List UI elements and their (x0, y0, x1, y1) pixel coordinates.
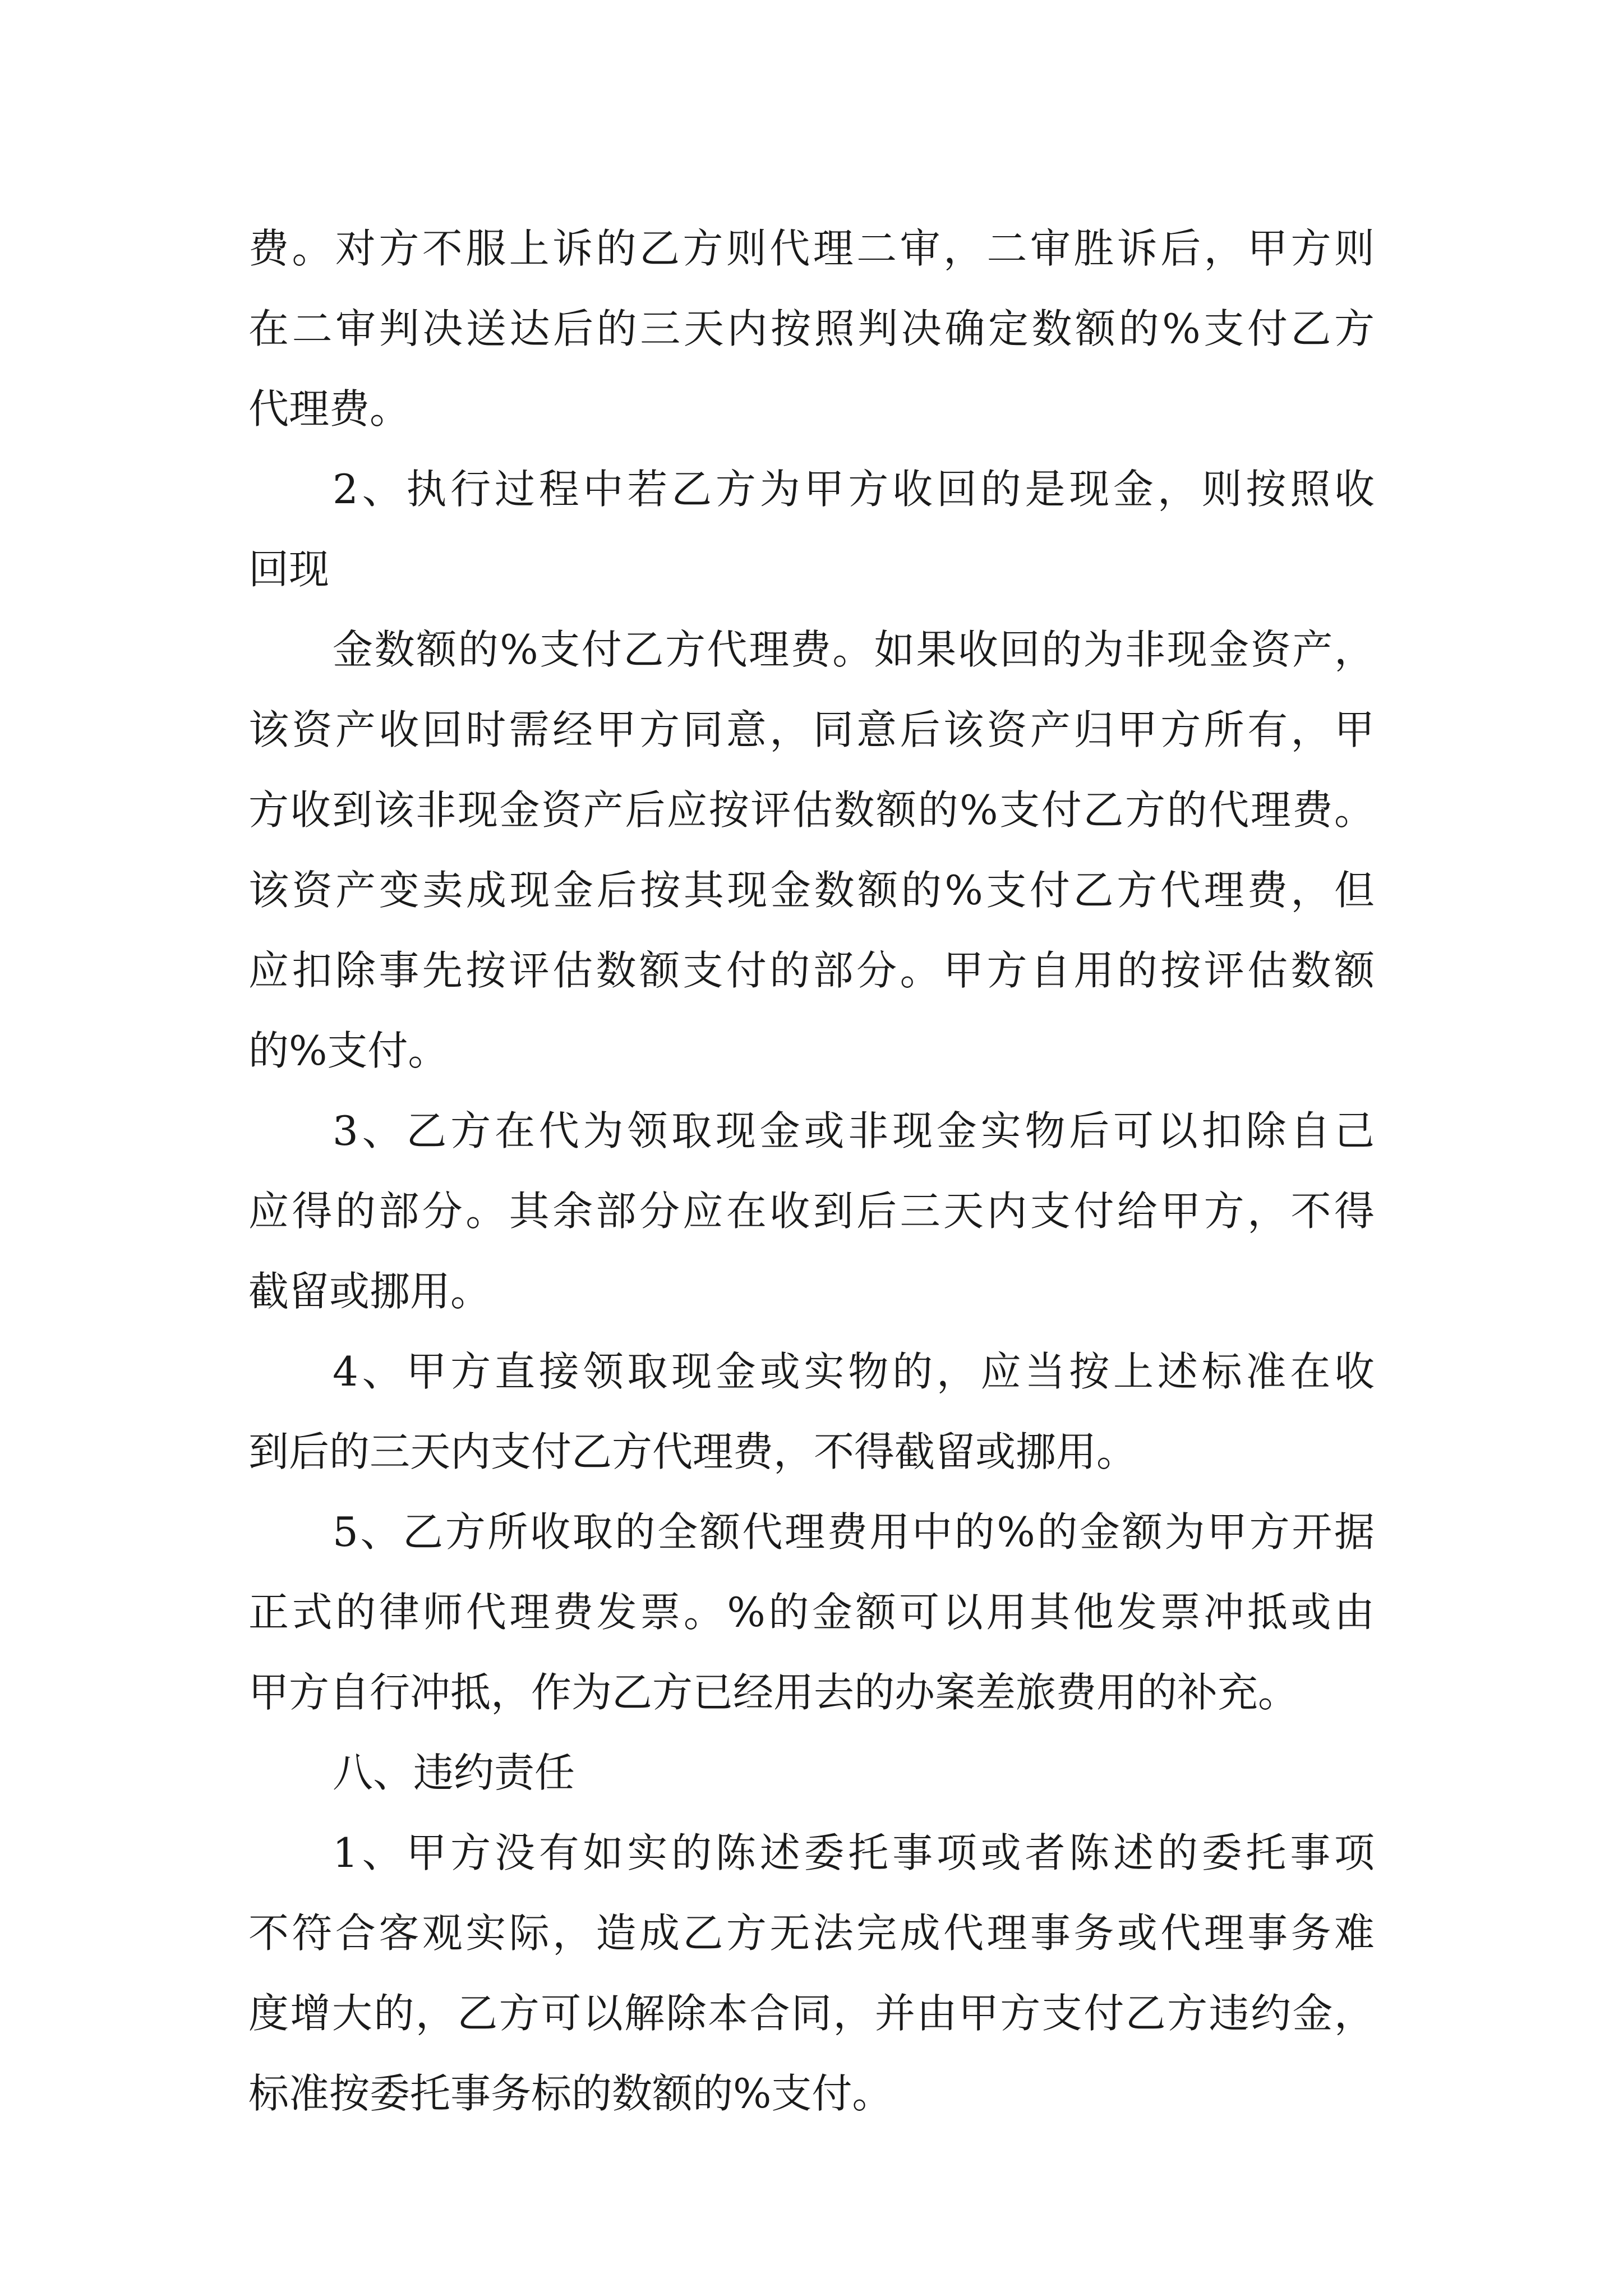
text-line: 截留或挪用。 (248, 1268, 491, 1315)
text-line: 该资产收回时需经甲方同意，同意后该资产归甲方所有，甲 (248, 706, 1375, 753)
text-line: 代理费。 (248, 385, 411, 432)
section-heading: 八、违约责任 (333, 1749, 575, 1796)
text-line: 正式的律师代理费发票。%的金额可以用其他发票冲抵或由 (248, 1589, 1375, 1636)
text-line: 的%支付。 (248, 1027, 449, 1074)
clause-5-line: 5、乙方所收取的全额代理费用中的%的金额为甲方开据 (333, 1508, 1375, 1556)
text-line: 不符合客观实际，造成乙方无法完成代理事务或代理事务难 (248, 1910, 1375, 1957)
clause-2-line: 2、执行过程中若乙方为甲方收回的是现金，则按照收 (333, 466, 1375, 513)
text-line: 金数额的%支付乙方代理费。如果收回的为非现金资产， (333, 626, 1375, 673)
text-line: 甲方自行冲抵，作为乙方已经用去的办案差旅费用的补充。 (248, 1669, 1299, 1716)
text-line: 标准按委托事务标的数额的%支付。 (248, 2070, 893, 2117)
text-line: 度增大的，乙方可以解除本合同，并由甲方支付乙方违约金， (248, 1990, 1375, 2037)
text-line: 应扣除事先按评估数额支付的部分。甲方自用的按评估数额 (248, 947, 1375, 994)
clause-1-line: 1、甲方没有如实的陈述委托事项或者陈述的委托事项 (333, 1829, 1375, 1876)
text-line: 费。对方不服上诉的乙方则代理二审，二审胜诉后，甲方则 (248, 225, 1375, 272)
text-line: 在二审判决送达后的三天内按照判决确定数额的%支付乙方 (248, 305, 1375, 352)
text-line: 应得的部分。其余部分应在收到后三天内支付给甲方，不得 (248, 1188, 1375, 1235)
text-line: 方收到该非现金资产后应按评估数额的%支付乙方的代理费。 (248, 786, 1375, 834)
text-line: 回现 (248, 546, 330, 593)
text-line: 该资产变卖成现金后按其现金数额的%支付乙方代理费，但 (248, 867, 1375, 914)
text-line: 到后的三天内支付乙方代理费，不得截留或挪用。 (248, 1428, 1137, 1475)
document-body (248, 209, 1375, 2134)
clause-3-line: 3、乙方在代为领取现金或非现金实物后可以扣除自己 (333, 1107, 1375, 1154)
clause-4-line: 4、甲方直接领取现金或实物的，应当按上述标准在收 (333, 1348, 1375, 1395)
